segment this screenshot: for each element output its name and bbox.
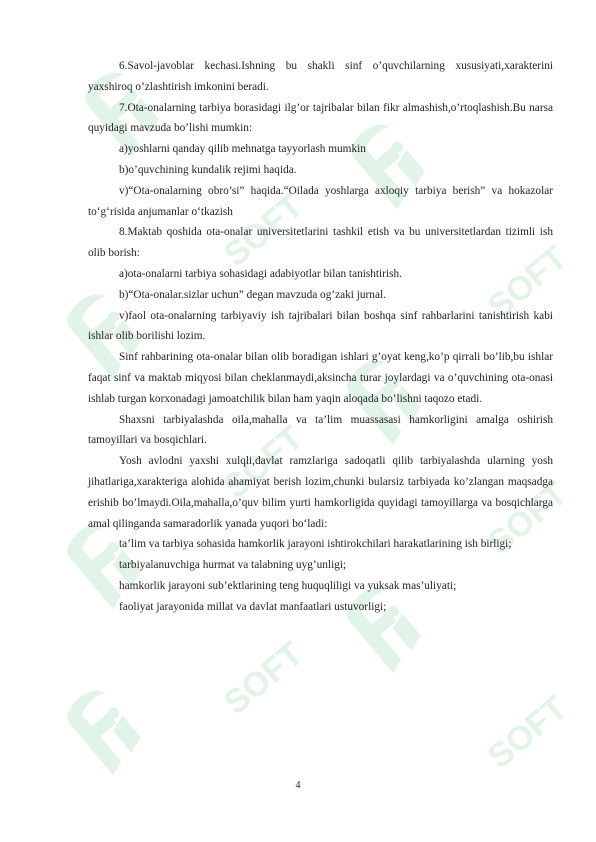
watermark-text: SOFT	[480, 474, 575, 563]
list-item: b)o’quvchining kundalik rejimi haqida.	[119, 163, 297, 176]
watermark-text: SOFT	[216, 186, 311, 275]
list-item: hamkorlik jarayoni sub’ektlarining teng huquqliligi va yuksak mas’uliyati;	[119, 579, 457, 592]
list-item: v)“Ota-onalarning obro’si” haqida.“Oilada yoshlarga axloqiy tarbiya berish” va hokazolar to‘g‘risida anjumanlar o‘tkazish	[88, 184, 553, 218]
paragraph: 8.Maktab qoshida ota-onalar universitetlarini tashkil etish va bu universitetlardan tizimli ish olib borish:	[88, 226, 553, 260]
watermark-text: SOFT	[480, 688, 575, 777]
paragraph: Sinf rahbarining ota-onalar bilan olib boradigan ishlari g’oyat keng,ko’p qirrali bo’lib,bu ishlar faqat sinf va maktab miqyosi bilan cheklanmaydi,aksincha turar joylardagi va o’quvchining ota-onasi ishlab turgan korxonadagi jamoatchilik bilan ham yaqin aloqada bo’lishni taqozo etadi.	[88, 351, 553, 405]
paragraph: 6.Savol-javoblar kechasi.Ishning bu shakli sinf o’quvchilarning xususiyati,xarakterini yaxshiroq o’zlashtirish imkonini beradi.	[88, 60, 553, 93]
document-body	[88, 56, 553, 618]
paragraph: 7.Ota-onalarning tarbiya borasidagi ilg’or tajribalar bilan fikr almashish,o’rtoqlashish.Bu narsa quyidagi mavzuda bo’lishi mumkin:	[88, 101, 553, 135]
watermark-logo-icon	[61, 683, 150, 776]
paragraph: Yosh avlodni yaxshi xulqli,davlat ramzlariga sadoqatli qilib tarbiyalashda ularning yosh jihatlariga,xarakteriga alohida ahamiyat berish lozim,chunki bularsiz tarbiyada ko’zlangan maqsadga erishib bo’lmaydi.Oila,mahalla,o’quv bilim yurti hamkorligida quyidagi tamoyillarga va bosqichlarga amal qilinganda samaradorlik yanada yuqori bo‘ladi:	[88, 455, 553, 530]
list-item: faoliyat jarayonida millat va davlat manfaatlari ustuvorligi;	[119, 600, 387, 613]
list-item: b)“Ota-onalar.sizlar uchun” degan mavzuda og’zaki jurnal.	[119, 288, 386, 301]
list-item: v)faol ota-onalarning tarbiyaviy ish tajribalari bilan boshqa sinf rahbarlarini tanishtirish kabi ishlar olib borilishi lozim.	[88, 309, 553, 343]
page-number: 4	[295, 780, 301, 791]
list-item: tarbiyalanuvchiga hurmat va talabning uyg’unligi;	[119, 559, 347, 572]
watermark-text: SOFT	[216, 418, 311, 507]
list-item: a)ota-onalarni tarbiya sohasidagi adabiyotlar bilan tanishtirish.	[119, 267, 402, 280]
watermark-text: SOFT	[216, 634, 311, 723]
watermark-text: SOFT	[480, 238, 575, 327]
section-heading: Shaxsni tarbiyalashda oila,mahalla va ta’lim muassasasi hamkorligini amalga oshirish tamoyillari va bosqichlari.	[88, 413, 553, 447]
list-item: ta’lim va tarbiya sohasida hamkorlik jarayoni ishtirokchilari harakatlarining ish birligi;	[119, 538, 512, 551]
list-item: a)yoshlarni qanday qilib mehnatga tayyorlash mumkin	[119, 143, 366, 156]
